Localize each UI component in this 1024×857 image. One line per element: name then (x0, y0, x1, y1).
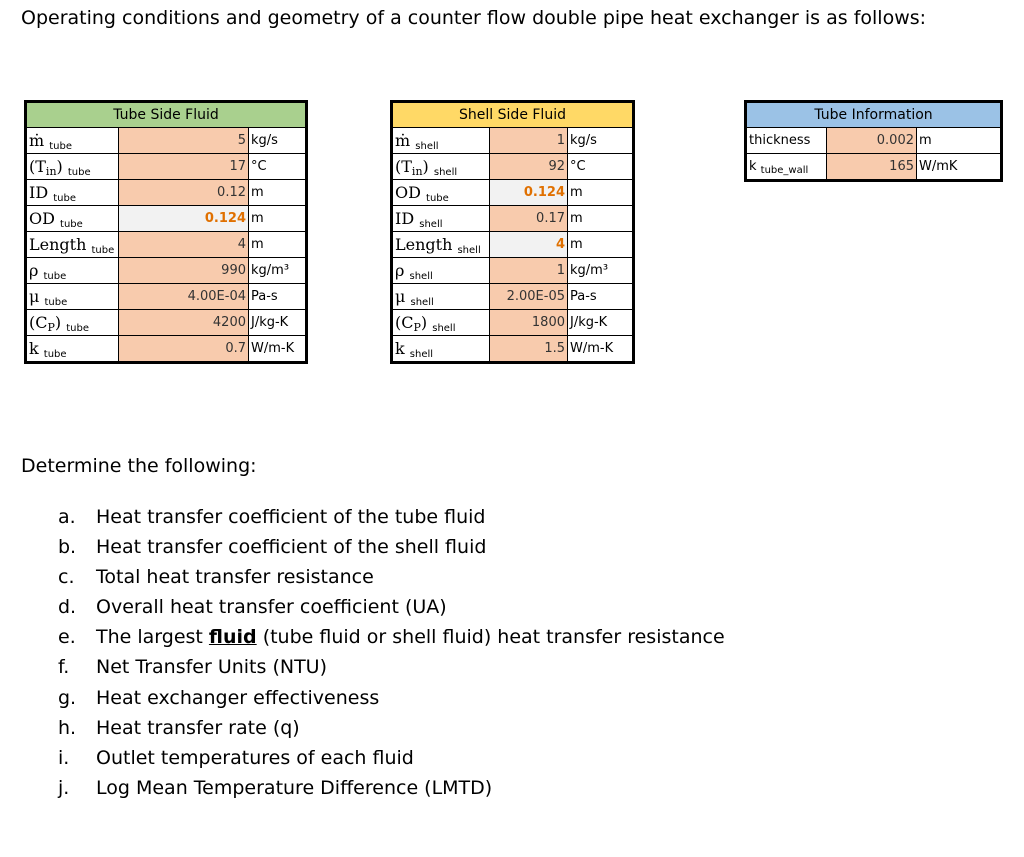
shell-param-value: 1 (490, 258, 568, 284)
shell-param-value: 1 (490, 128, 568, 154)
shell-param-unit: °C (568, 154, 633, 180)
tube-param-unit: m (249, 232, 306, 258)
tube-param-label: Length tube (27, 232, 119, 258)
question-letter: f. (58, 656, 70, 679)
shell-param-label: (CP) shell (393, 310, 490, 336)
shell-param-label: ID shell (393, 206, 490, 232)
question-item (58, 562, 725, 592)
question-letter: b. (58, 536, 77, 559)
question-text: Net Transfer Units (NTU) (96, 656, 327, 679)
shell-row (393, 310, 633, 336)
question-item (58, 713, 725, 743)
tube-row (27, 258, 306, 284)
info-unit-thickness: m (917, 128, 1001, 154)
tube-param-label: ID tube (27, 180, 119, 206)
shell-row (393, 128, 633, 154)
tube-param-unit: kg/m³ (249, 258, 306, 284)
tube-param-unit: m (249, 206, 306, 232)
tube-row (27, 154, 306, 180)
info-unit-k-wall: W/mK (917, 154, 1001, 180)
shell-param-unit: W/m-K (568, 336, 633, 362)
tube-info-table (746, 102, 1001, 180)
tube-row (27, 336, 306, 362)
info-value-thickness: 0.002 (827, 128, 917, 154)
problem-intro: Operating conditions and geometry of a counter flow double pipe heat exchanger is as follows: (21, 7, 927, 29)
shell-param-label: k shell (393, 336, 490, 362)
tube-table-body (27, 128, 306, 362)
tube-param-value: 990 (119, 258, 249, 284)
emphasis-fluid: fluid (208, 626, 257, 649)
tube-param-value: 0.124 (119, 206, 249, 232)
question-item (58, 652, 725, 682)
tube-param-unit: Pa-s (249, 284, 306, 310)
shell-row (393, 284, 633, 310)
question-list (58, 502, 725, 803)
shell-param-unit: kg/m³ (568, 258, 633, 284)
shell-param-label: OD tube (393, 180, 490, 206)
tube-side-table (26, 102, 306, 362)
question-letter: c. (58, 566, 75, 589)
shell-param-unit: Pa-s (568, 284, 633, 310)
shell-param-unit: kg/s (568, 128, 633, 154)
tube-param-unit: °C (249, 154, 306, 180)
question-letter: j. (58, 776, 70, 799)
tube-row (27, 128, 306, 154)
shell-param-value: 4 (490, 232, 568, 258)
shell-param-unit: J/kg-K (568, 310, 633, 336)
tube-param-unit: W/m-K (249, 336, 306, 362)
tube-param-label: ρ tube (27, 258, 119, 284)
question-item: e. The largest fluid (tube fluid or shell fluid) heat transfer resistance (58, 622, 725, 652)
tube-param-unit: m (249, 180, 306, 206)
shell-param-label: ρ shell (393, 258, 490, 284)
question-item (58, 592, 725, 622)
shell-param-label: μ shell (393, 284, 490, 310)
tube-param-label: μ tube (27, 284, 119, 310)
question-item (58, 683, 725, 713)
question-text: Overall heat transfer coefficient (UA) (96, 596, 447, 619)
question-item (58, 532, 725, 562)
shell-row (393, 180, 633, 206)
question-letter: g. (58, 686, 77, 709)
question-item (58, 502, 725, 532)
shell-table-title: Shell Side Fluid (393, 103, 633, 128)
question-item (58, 773, 725, 803)
tube-param-label: ṁ tube (27, 128, 119, 154)
shell-param-unit: m (568, 206, 633, 232)
tube-row (27, 284, 306, 310)
question-letter: d. (58, 596, 77, 619)
tube-table-title: Tube Side Fluid (27, 103, 306, 128)
shell-row (393, 336, 633, 362)
question-text: Total heat transfer resistance (96, 566, 374, 589)
shell-table-body (393, 128, 633, 362)
tube-row (27, 180, 306, 206)
tube-param-label: OD tube (27, 206, 119, 232)
info-label-k-wall: k $_{tube\_wall}$ (747, 154, 827, 180)
question-letter: e. (58, 626, 76, 649)
shell-param-label: Length shell (393, 232, 490, 258)
tube-param-value: 4.00E-04 (119, 284, 249, 310)
question-letter: a. (58, 506, 76, 528)
tube-row (27, 206, 306, 232)
info-table-title: Tube Information (747, 103, 1001, 128)
shell-row (393, 258, 633, 284)
tube-row (27, 310, 306, 336)
shell-param-value: 92 (490, 154, 568, 180)
tube-param-label: (Tin) tube (27, 154, 119, 180)
tube-row (27, 232, 306, 258)
tube-param-value: 0.12 (119, 180, 249, 206)
tube-param-value: 17 (119, 154, 249, 180)
info-label-thickness: thickness (747, 128, 827, 154)
question-text: Heat exchanger effectiveness (96, 686, 380, 709)
tube-param-unit: kg/s (249, 128, 306, 154)
tube-param-value: 4200 (119, 310, 249, 336)
question-text: Heat transfer coefficient of the shell fluid (96, 536, 487, 559)
question-letter: i. (58, 746, 70, 769)
shell-param-value: 0.17 (490, 206, 568, 232)
shell-param-unit: m (568, 232, 633, 258)
shell-param-label: ṁ shell (393, 128, 490, 154)
question-text: Heat transfer coefficient of the tube fluid (96, 506, 486, 528)
shell-row (393, 232, 633, 258)
shell-param-value: 0.124 (490, 180, 568, 206)
shell-param-value: 2.00E-05 (490, 284, 568, 310)
question-text: Outlet temperatures of each fluid (96, 746, 414, 769)
tube-param-label: (CP) tube (27, 310, 119, 336)
question-text: Heat transfer rate (q) (96, 716, 300, 739)
question-item (58, 743, 725, 773)
tube-param-value: 0.7 (119, 336, 249, 362)
tube-param-value: 4 (119, 232, 249, 258)
question-letter: h. (58, 716, 77, 739)
tube-param-value: 5 (119, 128, 249, 154)
question-text: Log Mean Temperature Difference (LMTD) (96, 776, 493, 799)
shell-param-unit: m (568, 180, 633, 206)
tube-param-unit: J/kg-K (249, 310, 306, 336)
shell-side-table (392, 102, 633, 362)
shell-param-value: 1800 (490, 310, 568, 336)
shell-param-value: 1.5 (490, 336, 568, 362)
tube-param-label: k tube (27, 336, 119, 362)
shell-row (393, 206, 633, 232)
shell-param-label: (Tin) shell (393, 154, 490, 180)
info-value-k-wall: 165 (827, 154, 917, 180)
shell-row (393, 154, 633, 180)
determine-heading: Determine the following: (21, 455, 257, 477)
